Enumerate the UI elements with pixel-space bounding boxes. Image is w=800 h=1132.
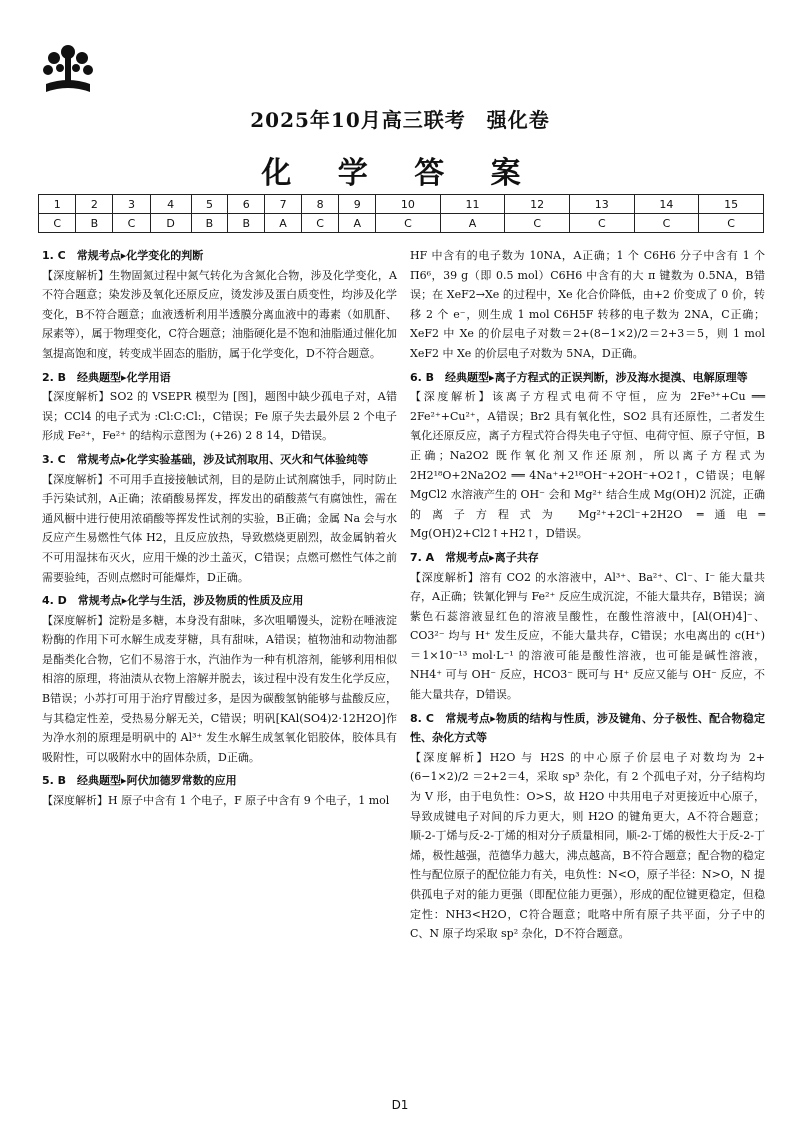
question-body: HF 中含有的电子数为 10NA，A正确；1 个 C6H6 分子中含有 1 个 Π6⁶，39 g（即 0.5 mol）C6H6 中含有的大 π 键数为 0.5NA，B错误；在 XeF2→Xe 的过程中，Xe 化合价降低，由+2 价变成了 0 价，转移 2 个 e⁻，则生成 1 mol C6H5F 转移的电子数为 2NA，C正确；XeF2 中 Xe 的价层电子对数＝2+(8−1×2)/2＝2+3＝5，则 1 mol XeF2 中 Xe 的价层电子对数为 5NA，D正确。 [410, 249, 765, 360]
question-number: 12 [505, 195, 570, 214]
answer-letter: C [39, 214, 76, 233]
answer-letter: B [228, 214, 265, 233]
question-head: 2. B 经典题型▸化学用语 [42, 370, 171, 384]
question-head: 6. B 经典题型▸离子方程式的正误判断，涉及海水提溴、电解原理等 [410, 370, 748, 384]
question-1 [42, 246, 397, 364]
answer-letter: A [339, 214, 376, 233]
answer-letter: B [76, 214, 113, 233]
question-head: 7. A 常规考点▸离子共存 [410, 550, 539, 564]
answer-letter: C [301, 214, 338, 233]
question-number: 14 [634, 195, 699, 214]
tree-book-logo-icon [40, 40, 96, 100]
answer-letter: A [440, 214, 505, 233]
question-7 [410, 548, 765, 705]
page-title: 2025年10月高三联考 强化卷 [250, 108, 550, 132]
question-body: 【深度解析】H 原子中含有 1 个电子，F 原子中含有 9 个电子，1 mol [42, 794, 390, 808]
left-column [42, 246, 397, 815]
question-3 [42, 450, 397, 587]
answer-letter: C [376, 214, 441, 233]
question-4 [42, 591, 397, 767]
question-number: 7 [265, 195, 302, 214]
question-number: 6 [228, 195, 265, 214]
subject-heading: 化 学 答 案 [261, 156, 539, 191]
question-number: 4 [150, 195, 191, 214]
page-number: D1 [391, 1098, 409, 1112]
question-number: 10 [376, 195, 441, 214]
question-head: 8. C 常规考点▸物质的结构与性质，涉及键角、分子极性、配合物稳定性、杂化方式等 [410, 711, 765, 745]
question-body: 【深度解析】不可用手直接接触试剂，目的是防止试剂腐蚀手，同时防止手污染试剂，A正确；浓硝酸易挥发，挥发出的硝酸蒸气有腐蚀性，需在通风橱中进行使用浓硝酸等挥发性试剂的实验，B正确；金属 Na 会与水反应产生易燃性气体 H2，且反应放热，导致燃烧更剧烈，故金属钠着火不可用湿抹布灭火，应用干燥的沙土盖灭，C错误；点燃可燃性气体之前需要验纯，否则点燃时可能爆炸，D正确。 [42, 472, 397, 584]
answer-table [38, 194, 764, 233]
question-body: 【深度解析】H2O 与 H2S 的中心原子价层电子对数均为 2+(6−1×2)/2 ＝2+2＝4，采取 sp³ 杂化，有 2 个孤电子对，分子结构均为 V 形，由于电负性：O>S，故 H2O 中共用电子对更接近中心原子，导致成键电子对间的斥力更大，则 H2O 的键角更大，A不符合题意；顺-2-丁烯与反-2-丁烯的相对分子质量相同，顺-2-丁烯的极性大于反-2-丁烯，极性越强，范德华力越大，沸点越高，B不符合题意；配合物的稳定性与配位原子的配位能力有关，电负性：N<O，原子半径：N>O，N 提供孤电子对的能力更强（即配位能力更强），形成的配位键更稳定，但稳定性：NH3<H2O，C符合题意；吡咯中所有原子共平面，分子中的 C、N 原子均采取 sp² 杂化，D不符合题意。 [410, 750, 765, 941]
question-number: 1 [39, 195, 76, 214]
question-5-continued [410, 246, 765, 364]
answer-letter: A [265, 214, 302, 233]
question-body: 【深度解析】淀粉是多糖，本身没有甜味，多次咀嚼馒头，淀粉在唾液淀粉酶的作用下可水解生成麦芽糖，具有甜味，A错误；植物油和动物油都是酯类化合物，它们不易溶于水，汽油作为一种有机溶剂，能够利用相似相溶的原理，将油渍从衣物上溶解并脱去，该过程中没有发生化学反应，B错误；小苏打可用于治疗胃酸过多，是因为碳酸氢钠能够与盐酸反应，与其稳定性差，受热易分解无关，C错误；明矾[KAl(SO4)2·12H2O]作为净水剂的原理是明矾中的 Al³⁺ 发生水解生成氢氧化铝胶体，胶体具有吸附性，可以吸附水中的固体杂质，D正确。 [42, 613, 397, 764]
question-number: 9 [339, 195, 376, 214]
question-body: 【深度解析】生物固氮过程中氮气转化为含氮化合物，涉及化学变化，A不符合题意；染发涉及氧化还原反应，烫发涉及蛋白质变性，均涉及化学变化，B不符合题意；血液透析利用半透膜分离血液中的毒素（如肌酐、尿素等），属于物理变化，C符合题意；油脂硬化是不饱和油脂通过催化加氢提高饱和度，转变成半固态的脂肪，属于化学变化，D不符合题意。 [42, 268, 397, 360]
answer-letter: C [569, 214, 634, 233]
question-number: 5 [191, 195, 228, 214]
answer-letter: C [634, 214, 699, 233]
question-body: 【深度解析】该离子方程式电荷不守恒，应为 2Fe³⁺+Cu ══ 2Fe²⁺+Cu²⁺，A错误；Br2 具有氧化性，SO2 具有还原性，二者发生氧化还原反应，离子方程式符合得失电子守恒、电荷守恒、原子守恒，B正确；Na2O2 既作氧化剂又作还原剂，所以离子方程式为 2H2¹⁸O+2Na2O2 ══ 4Na⁺+2¹⁸OH⁻+2OH⁻+O2↑，C错误；电解 MgCl2 水溶液产生的 OH⁻ 会和 Mg²⁺ 结合生成 Mg(OH)2 沉淀，正确的离子方程式为 Mg²⁺+2Cl⁻+2H2O ═通电═ Mg(OH)2+Cl2↑+H2↑，D错误。 [410, 390, 765, 541]
answer-table-answers-row [39, 214, 764, 233]
question-body: 【深度解析】SO2 的 VSEPR 模型为 [图]，题图中缺少孤电子对，A错误；CCl4 的电子式为 :Cl:C:Cl:，C错误；Fe 原子失去最外层 2 个电子形成 Fe²⁺，Fe²⁺ 的结构示意图为 (+26) 2 8 14，D错误。 [42, 390, 397, 443]
answer-letter: C [113, 214, 150, 233]
question-number: 11 [440, 195, 505, 214]
question-head: 3. C 常规考点▸化学实验基础，涉及试剂取用、灭火和气体验纯等 [42, 452, 369, 466]
answer-table-numbers-row [39, 195, 764, 214]
question-number: 8 [301, 195, 338, 214]
answer-letter: B [191, 214, 228, 233]
question-number: 15 [699, 195, 764, 214]
question-2 [42, 368, 397, 446]
question-head: 1. C 常规考点▸化学变化的判断 [42, 249, 204, 262]
question-body: 【深度解析】溶有 CO2 的水溶液中，Al³⁺、Ba²⁺、Cl⁻、I⁻ 能大量共存，A正确；铁氰化钾与 Fe²⁺ 反应生成沉淀，不能大量共存，B错误；滴紫色石蕊溶液显红色的溶液呈酸性，在酸性溶液中，[Al(OH)4]⁻、CO3²⁻ 均与 H⁺ 发生反应，不能大量共存，C错误；水电离出的 c(H⁺)＝1×10⁻¹³ mol·L⁻¹ 的溶液可能是酸性溶液，也可能是碱性溶液，NH4⁺ 可与 OH⁻ 反应，HCO3⁻ 既可与 H⁺ 反应又能与 OH⁻ 反应，不能大量共存，D错误。 [410, 570, 765, 702]
question-5 [42, 771, 397, 810]
question-number: 3 [113, 195, 150, 214]
question-6 [410, 368, 765, 544]
question-8 [410, 709, 765, 944]
question-head: 4. D 常规考点▸化学与生活，涉及物质的性质及应用 [42, 594, 304, 608]
answer-letter: C [505, 214, 570, 233]
answer-letter: D [150, 214, 191, 233]
question-head: 5. B 经典题型▸阿伏加德罗常数的应用 [42, 774, 237, 788]
answer-letter: C [699, 214, 764, 233]
question-number: 13 [569, 195, 634, 214]
right-column [410, 246, 765, 948]
question-number: 2 [76, 195, 113, 214]
